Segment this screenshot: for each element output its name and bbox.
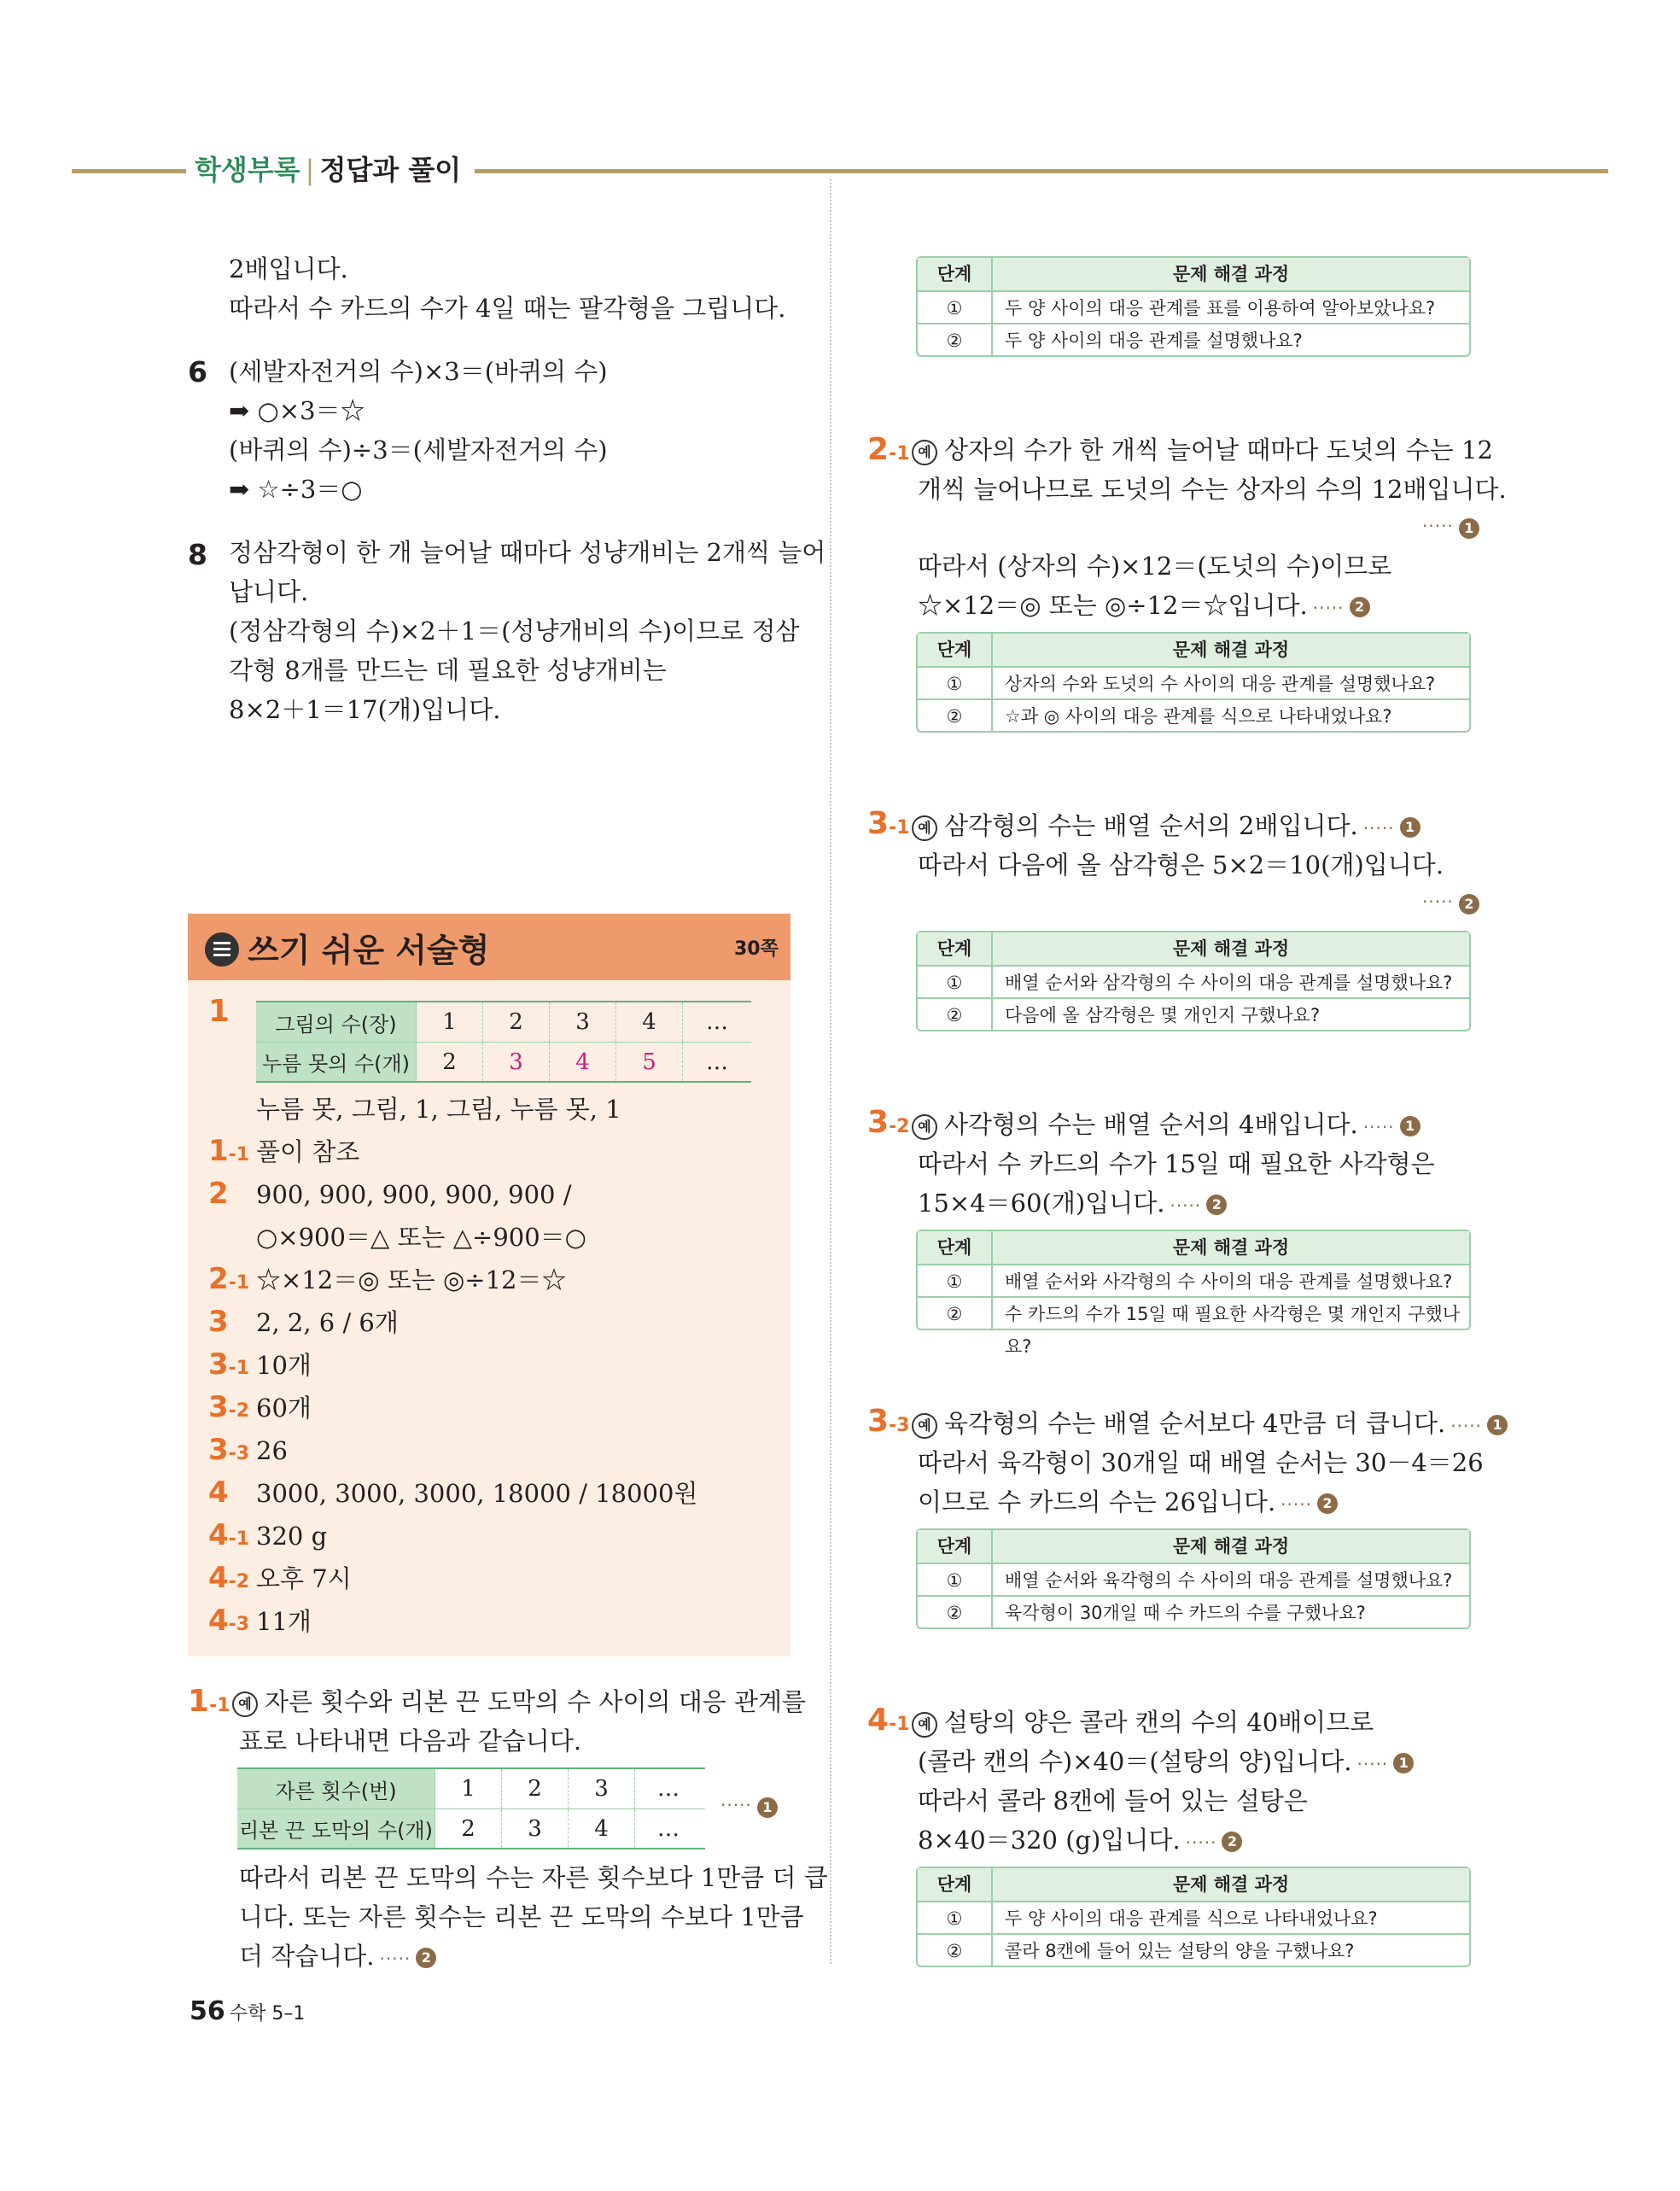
s11-line-3: 따라서 리본 끈 도막의 수는 자른 횟수보다 1만큼 더 큽 (239, 1863, 828, 1892)
answer-item-sub: -2 (228, 1571, 250, 1592)
table-cell: 3 (502, 1809, 569, 1848)
q8-number: 8 (188, 538, 207, 571)
s41-id-sub: -1 (889, 1714, 910, 1735)
table-row (918, 1231, 1469, 1264)
s32-line-1 (912, 1105, 1420, 1147)
step-marker-2: 2 (1317, 1493, 1338, 1514)
box-answer-item (208, 1559, 772, 1598)
dotted-leader: ····· (1362, 818, 1395, 838)
table-cell: 4 (616, 1002, 683, 1042)
s11-line-1-text: 자른 횟수와 리본 끈 도막의 수 사이의 대응 관계를 (265, 1687, 807, 1716)
box-answer-item (208, 1260, 772, 1300)
step-2: ② (918, 1298, 993, 1329)
criterion-2: 두 양 사이의 대응 관계를 설명했나요? (1005, 330, 1303, 351)
criterion-1: 배열 순서와 육각형의 수 사이의 대응 관계를 설명했나요? (1005, 1570, 1453, 1591)
col-step: 단계 (918, 634, 993, 666)
q6-line-4: ➡ ☆÷3＝○ (229, 475, 363, 504)
score-table-0 (916, 256, 1471, 357)
answer-item-sub: -2 (228, 1400, 250, 1422)
table-cell: 1 (417, 1002, 483, 1042)
dotted-leader: ····· (1185, 1832, 1217, 1853)
answer-item-id (208, 1347, 256, 1382)
s11-line-5-text: 더 작습니다. (239, 1942, 375, 1971)
table-header-cell: 리본 끈 도막의 수(개) (237, 1809, 435, 1848)
table-cell: 3 (569, 1769, 635, 1808)
answer-item-id (208, 1177, 256, 1211)
step-marker-2: 2 (1222, 1832, 1242, 1852)
table-row (918, 1264, 1469, 1296)
s33-line-2: 따라서 육각형이 30개일 때 배열 순서는 30－4＝26 (918, 1448, 1484, 1477)
page-number: 56 (190, 1996, 225, 2026)
criterion-1: 상자의 수와 도넛의 수 사이의 대응 관계를 설명했나요? (1005, 674, 1436, 694)
box-answer-item (208, 1346, 772, 1385)
answer-item-number: 1 (208, 1134, 229, 1168)
table-row (256, 1002, 751, 1042)
table-cell: 5 (616, 1043, 683, 1081)
example-mark: 예 (912, 1114, 937, 1140)
table-row (237, 1808, 705, 1848)
s21-line-2: 개씩 늘어나므로 도넛의 수는 상자의 수의 12배입니다. (918, 475, 1507, 504)
table-cell: 3 (483, 1043, 550, 1081)
s31-id (867, 806, 910, 841)
score-table-31 (916, 931, 1471, 1031)
continuation-line-2: 따라서 수 카드의 수가 4일 때는 팔각형을 그립니다. (229, 294, 786, 323)
step-marker-1: 1 (1400, 817, 1420, 838)
table-row (918, 258, 1469, 290)
s11-line-5 (239, 1937, 436, 1978)
step-1: ① (918, 1265, 993, 1296)
s33-line-3-text: 이므로 수 카드의 수는 26입니다. (918, 1487, 1276, 1516)
answer-item-number: 4 (208, 1604, 229, 1638)
step-2: ② (918, 700, 993, 731)
table-row (918, 997, 1469, 1030)
table-cell: 2 (502, 1769, 569, 1808)
col-step: 단계 (918, 1231, 993, 1264)
answer-item-number: 4 (208, 1518, 229, 1552)
page-footer (190, 1996, 305, 2026)
table-row (918, 1595, 1469, 1627)
step-marker-2: 2 (1350, 597, 1370, 617)
col-step: 단계 (918, 932, 993, 965)
s21-line-1-text: 상자의 수가 한 개씩 늘어날 때마다 도넛의 수는 12 (944, 435, 1493, 464)
s41-line-1-text: 설탕의 양은 콜라 캔의 수의 40배이므로 (944, 1708, 1374, 1737)
example-mark: 예 (912, 440, 937, 465)
q8-line-5: 8×2＋1＝17(개)입니다. (229, 695, 501, 724)
criterion-1: 배열 순서와 삼각형의 수 사이의 대응 관계를 설명했나요? (1005, 973, 1453, 993)
s33-line-1-text: 육각형의 수는 배열 순서보다 4만큼 더 큽니다. (944, 1409, 1446, 1438)
step-marker-2: 2 (416, 1948, 436, 1968)
table-cell: … (706, 1009, 728, 1035)
dotted-leader: ····· (1170, 1195, 1202, 1216)
table-row (918, 1933, 1469, 1966)
s33-line-1 (912, 1404, 1508, 1446)
s33-id-sub: -3 (889, 1415, 910, 1436)
box-answer-item (208, 1474, 772, 1513)
dotted-leader: ····· (1356, 1754, 1389, 1774)
dotted-leader: ····· (379, 1949, 411, 1969)
answer-item-text: 26 (256, 1436, 288, 1465)
answer-item-number: 2 (208, 1262, 229, 1296)
example-mark: 예 (912, 1413, 937, 1439)
answer-item-id (208, 1433, 256, 1467)
q8-line-1: 정삼각형이 한 개 늘어날 때마다 성냥개비는 2개씩 늘어 (229, 538, 826, 567)
s21-line-3: 따라서 (상자의 수)×12＝(도넛의 수)이므로 (918, 552, 1392, 581)
answer-item-text: 900, 900, 900, 900, 900 / (256, 1180, 572, 1209)
step-1: ① (918, 1902, 993, 1933)
s32-id-sub: -2 (889, 1116, 910, 1137)
table-header-cell: 누름 못의 수(개) (256, 1043, 417, 1081)
table-cell: … (657, 1815, 680, 1842)
table-row (918, 1868, 1469, 1901)
answer-item-text: 60개 (256, 1393, 312, 1423)
score-table-21 (916, 632, 1471, 733)
answer-item-text: 풀이 참조 (256, 1137, 360, 1166)
s33-line-3 (918, 1482, 1338, 1524)
s21-id (867, 432, 910, 467)
answer-item-sub: -1 (228, 1272, 250, 1294)
box-answer-item (208, 1303, 772, 1342)
step-2: ② (918, 324, 993, 355)
col-step: 단계 (918, 258, 993, 290)
q8-line-3: (정삼각형의 수)×2＋1＝(성냥개비의 수)이므로 정삼 (229, 616, 800, 646)
s21-line-4 (918, 586, 1370, 628)
box-item-1-number: 1 (208, 994, 230, 1029)
column-divider (830, 179, 831, 1964)
box-answer-1: 누름 못, 그림, 1, 그림, 누름 못, 1 (256, 1095, 621, 1124)
table-row (918, 290, 1469, 323)
table-cell: 2 (435, 1809, 502, 1848)
table-header-cell: 그림의 수(장) (256, 1002, 417, 1042)
answer-item-sub: -3 (228, 1614, 250, 1635)
step-2: ② (918, 1935, 993, 1966)
col-process: 문제 해결 과정 (1172, 640, 1290, 660)
step-2: ② (918, 999, 993, 1030)
s11-table (237, 1767, 705, 1849)
running-header (195, 149, 461, 188)
dotted-leader: ····· (1312, 598, 1345, 618)
s11-line-4: 니다. 또는 자른 횟수는 리본 끈 도막의 수보다 1만큼 (239, 1902, 804, 1931)
answer-item-text: ☆×12＝◎ 또는 ◎÷12＝☆ (256, 1265, 567, 1294)
s41-line-4-text: 8×40＝320 (g)입니다. (918, 1826, 1181, 1855)
answer-item-id (208, 1262, 256, 1296)
q6-number: 6 (188, 355, 207, 389)
answer-item-number: 3 (208, 1305, 229, 1339)
dotted-leader: ····· (1450, 1416, 1483, 1436)
s41-line-2 (918, 1742, 1414, 1784)
criterion-1: 두 양 사이의 대응 관계를 식으로 나타내었나요? (1005, 1908, 1378, 1929)
table-row (918, 634, 1469, 666)
s33-id (867, 1404, 910, 1439)
answer-item-text: ○×900＝△ 또는 △÷900＝○ (256, 1223, 586, 1252)
header-title: 정답과 풀이 (319, 154, 462, 186)
box-title-text: 쓰기 쉬운 서술형 (248, 932, 490, 969)
header-rule-right (475, 169, 1608, 173)
s21-id-sub: -1 (889, 443, 910, 464)
dotted-leader: ····· (1280, 1494, 1312, 1515)
table-cell: 2 (483, 1002, 550, 1042)
answer-item-number: 3 (208, 1433, 229, 1467)
s21-id-num: 2 (867, 432, 890, 467)
step-marker-1: 1 (757, 1797, 778, 1818)
box-answer-item (208, 1602, 772, 1641)
s31-marker-2 (1417, 891, 1479, 914)
answer-item-id (208, 1518, 256, 1552)
step-1: ① (918, 292, 993, 323)
s32-line-3-text: 15×4＝60(개)입니다. (918, 1189, 1165, 1218)
s32-line-3 (918, 1183, 1227, 1225)
table-cell: 1 (435, 1769, 502, 1808)
q8-line-4: 각형 8개를 만드는 데 필요한 성냥개비는 (229, 656, 667, 685)
box-table-1 (256, 1001, 751, 1083)
dotted-leader: ····· (1422, 516, 1454, 536)
s11-line-1 (232, 1682, 806, 1721)
criterion-2: 육각형이 30개일 때 수 카드의 수를 구했나요? (1005, 1603, 1366, 1623)
table-cell: 4 (550, 1043, 616, 1081)
s41-id-num: 4 (867, 1703, 890, 1738)
answer-item-text: 11개 (256, 1607, 312, 1636)
example-mark: 예 (912, 815, 937, 841)
q6-line-3: (바퀴의 수)÷3＝(세발자전거의 수) (229, 435, 608, 464)
s31-id-num: 3 (867, 806, 890, 841)
step-marker-1: 1 (1459, 518, 1479, 539)
col-process: 문제 해결 과정 (1172, 1874, 1290, 1895)
s31-line-1-text: 삼각형의 수는 배열 순서의 2배입니다. (944, 811, 1358, 840)
s41-line-4 (918, 1820, 1242, 1862)
s32-id (867, 1105, 910, 1140)
s31-line-2: 따라서 다음에 올 삼각형은 5×2＝10(개)입니다. (918, 850, 1444, 879)
col-step: 단계 (918, 1530, 993, 1563)
s11-marker-1 (715, 1795, 778, 1818)
col-process: 문제 해결 과정 (1172, 1536, 1290, 1557)
s31-line-1 (912, 806, 1420, 848)
s41-line-1 (912, 1703, 1374, 1742)
box-page-ref: 30쪽 (734, 938, 779, 960)
step-marker-1: 1 (1487, 1415, 1508, 1435)
step-2: ② (918, 1597, 993, 1627)
answer-item-text: 2, 2, 6 / 6개 (256, 1308, 399, 1337)
box-answer-item (208, 1218, 772, 1257)
table-row (918, 666, 1469, 698)
s11-id-num: 1 (188, 1684, 210, 1719)
answer-item-sub: -1 (228, 1358, 250, 1379)
criterion-2: 다음에 올 삼각형은 몇 개인지 구했나요? (1005, 1005, 1321, 1025)
s11-line-2: 표로 나타내면 다음과 같습니다. (239, 1727, 582, 1756)
answer-item-id (208, 1475, 256, 1510)
col-process: 문제 해결 과정 (1172, 264, 1290, 284)
header-section: 학생부록 (195, 154, 300, 186)
step-marker-1: 1 (1393, 1753, 1414, 1773)
table-cell: … (657, 1776, 680, 1802)
table-row (918, 965, 1469, 997)
table-row (918, 698, 1469, 731)
answer-item-id (208, 1134, 256, 1168)
q8-line-2: 납니다. (229, 577, 309, 606)
step-marker-2: 2 (1206, 1195, 1227, 1215)
table-row (918, 932, 1469, 965)
s21-line-1 (912, 430, 1493, 470)
answer-item-id (208, 1561, 256, 1595)
s41-line-2-text: (콜라 캔의 수)×40＝(설탕의 양)입니다. (918, 1747, 1352, 1776)
table-row (256, 1042, 751, 1081)
table-row (918, 1901, 1469, 1933)
box-answer-item (208, 1388, 772, 1428)
box-answer-item (208, 1175, 772, 1214)
table-row (918, 323, 1469, 355)
dotted-leader: ····· (720, 1795, 752, 1815)
answer-item-text: 10개 (256, 1351, 312, 1380)
s32-line-2: 따라서 수 카드의 수가 15일 때 필요한 사각형은 (918, 1149, 1435, 1178)
criterion-1: 배열 순서와 사각형의 수 사이의 대응 관계를 설명했나요? (1005, 1271, 1453, 1292)
step-marker-1: 1 (1400, 1116, 1420, 1136)
answer-item-number: 2 (208, 1177, 229, 1211)
answer-item-number: 3 (208, 1347, 229, 1382)
answer-item-id (208, 1604, 256, 1638)
header-rule-left (72, 169, 186, 173)
s32-line-1-text: 사각형의 수는 배열 순서의 4배입니다. (944, 1110, 1358, 1139)
answer-item-number: 4 (208, 1475, 229, 1510)
answer-item-sub: -1 (228, 1144, 250, 1166)
step-marker-2: 2 (1459, 894, 1479, 914)
answer-item-id (208, 1390, 256, 1424)
table-header-cell: 자른 횟수(번) (237, 1769, 435, 1808)
answer-item-text: 320 g (256, 1522, 328, 1551)
s41-id (867, 1703, 910, 1738)
criterion-1: 두 양 사이의 대응 관계를 표를 이용하여 알아보았나요? (1005, 298, 1436, 318)
list-icon (205, 932, 239, 967)
box-answer-item (208, 1516, 772, 1556)
step-1: ① (918, 967, 993, 997)
criterion-2: ☆과 ◎ 사이의 대응 관계를 식으로 나타내었나요? (1005, 706, 1392, 727)
q6-line-1: (세발자전거의 수)×3＝(바퀴의 수) (229, 357, 608, 386)
example-mark: 예 (232, 1691, 258, 1717)
criterion-2: 수 카드의 수가 15일 때 필요한 사각형은 몇 개인지 구했나요? (1005, 1304, 1461, 1357)
s21-marker-1 (1417, 516, 1479, 539)
box-answer-item (208, 1431, 772, 1470)
col-step: 단계 (918, 1868, 993, 1901)
answer-item-id (208, 1305, 256, 1339)
s11-id-sub: -1 (209, 1695, 230, 1716)
dotted-leader: ····· (1422, 891, 1454, 912)
header-separator: | (305, 154, 315, 186)
score-table-32 (916, 1230, 1471, 1357)
answer-item-text: 3000, 3000, 3000, 18000 / 18000원 (256, 1479, 698, 1508)
table-row (918, 1530, 1469, 1563)
book-name: 수학 5–1 (229, 2003, 306, 2024)
table-row (918, 1296, 1469, 1357)
s32-id-num: 3 (867, 1105, 890, 1140)
example-mark: 예 (912, 1712, 937, 1738)
step-1: ① (918, 1564, 993, 1595)
answer-item-sub: -3 (228, 1443, 250, 1464)
s31-id-sub: -1 (889, 817, 910, 838)
score-table-41 (916, 1867, 1471, 1967)
box-answer-item (208, 1132, 772, 1171)
col-process: 문제 해결 과정 (1172, 1237, 1290, 1258)
table-cell: 2 (417, 1043, 483, 1081)
s41-line-3: 따라서 콜라 8캔에 들어 있는 설탕은 (918, 1786, 1308, 1815)
answer-item-text: 오후 7시 (256, 1564, 352, 1593)
answer-item-number: 4 (208, 1561, 229, 1595)
table-row (237, 1769, 705, 1808)
col-process: 문제 해결 과정 (1172, 938, 1290, 959)
dotted-leader: ····· (1362, 1117, 1395, 1137)
criterion-2: 콜라 8캔에 들어 있는 설탕의 양을 구했나요? (1005, 1941, 1355, 1961)
answer-item-sub: -1 (228, 1528, 250, 1550)
s21-line-4-text: ☆×12＝◎ 또는 ◎÷12＝☆입니다. (918, 591, 1308, 620)
q6-line-2: ➡ ○×3＝☆ (229, 396, 365, 425)
table-cell: 3 (550, 1002, 616, 1042)
box-title (205, 924, 489, 971)
step-1: ① (918, 668, 993, 698)
s33-id-num: 3 (867, 1404, 890, 1439)
score-table-33 (916, 1528, 1471, 1629)
table-row (918, 1563, 1469, 1595)
answer-item-number: 3 (208, 1390, 229, 1424)
table-cell: 4 (569, 1809, 635, 1848)
s11-id (188, 1684, 230, 1719)
continuation-line-1: 2배입니다. (229, 254, 348, 283)
table-cell: … (706, 1049, 728, 1075)
